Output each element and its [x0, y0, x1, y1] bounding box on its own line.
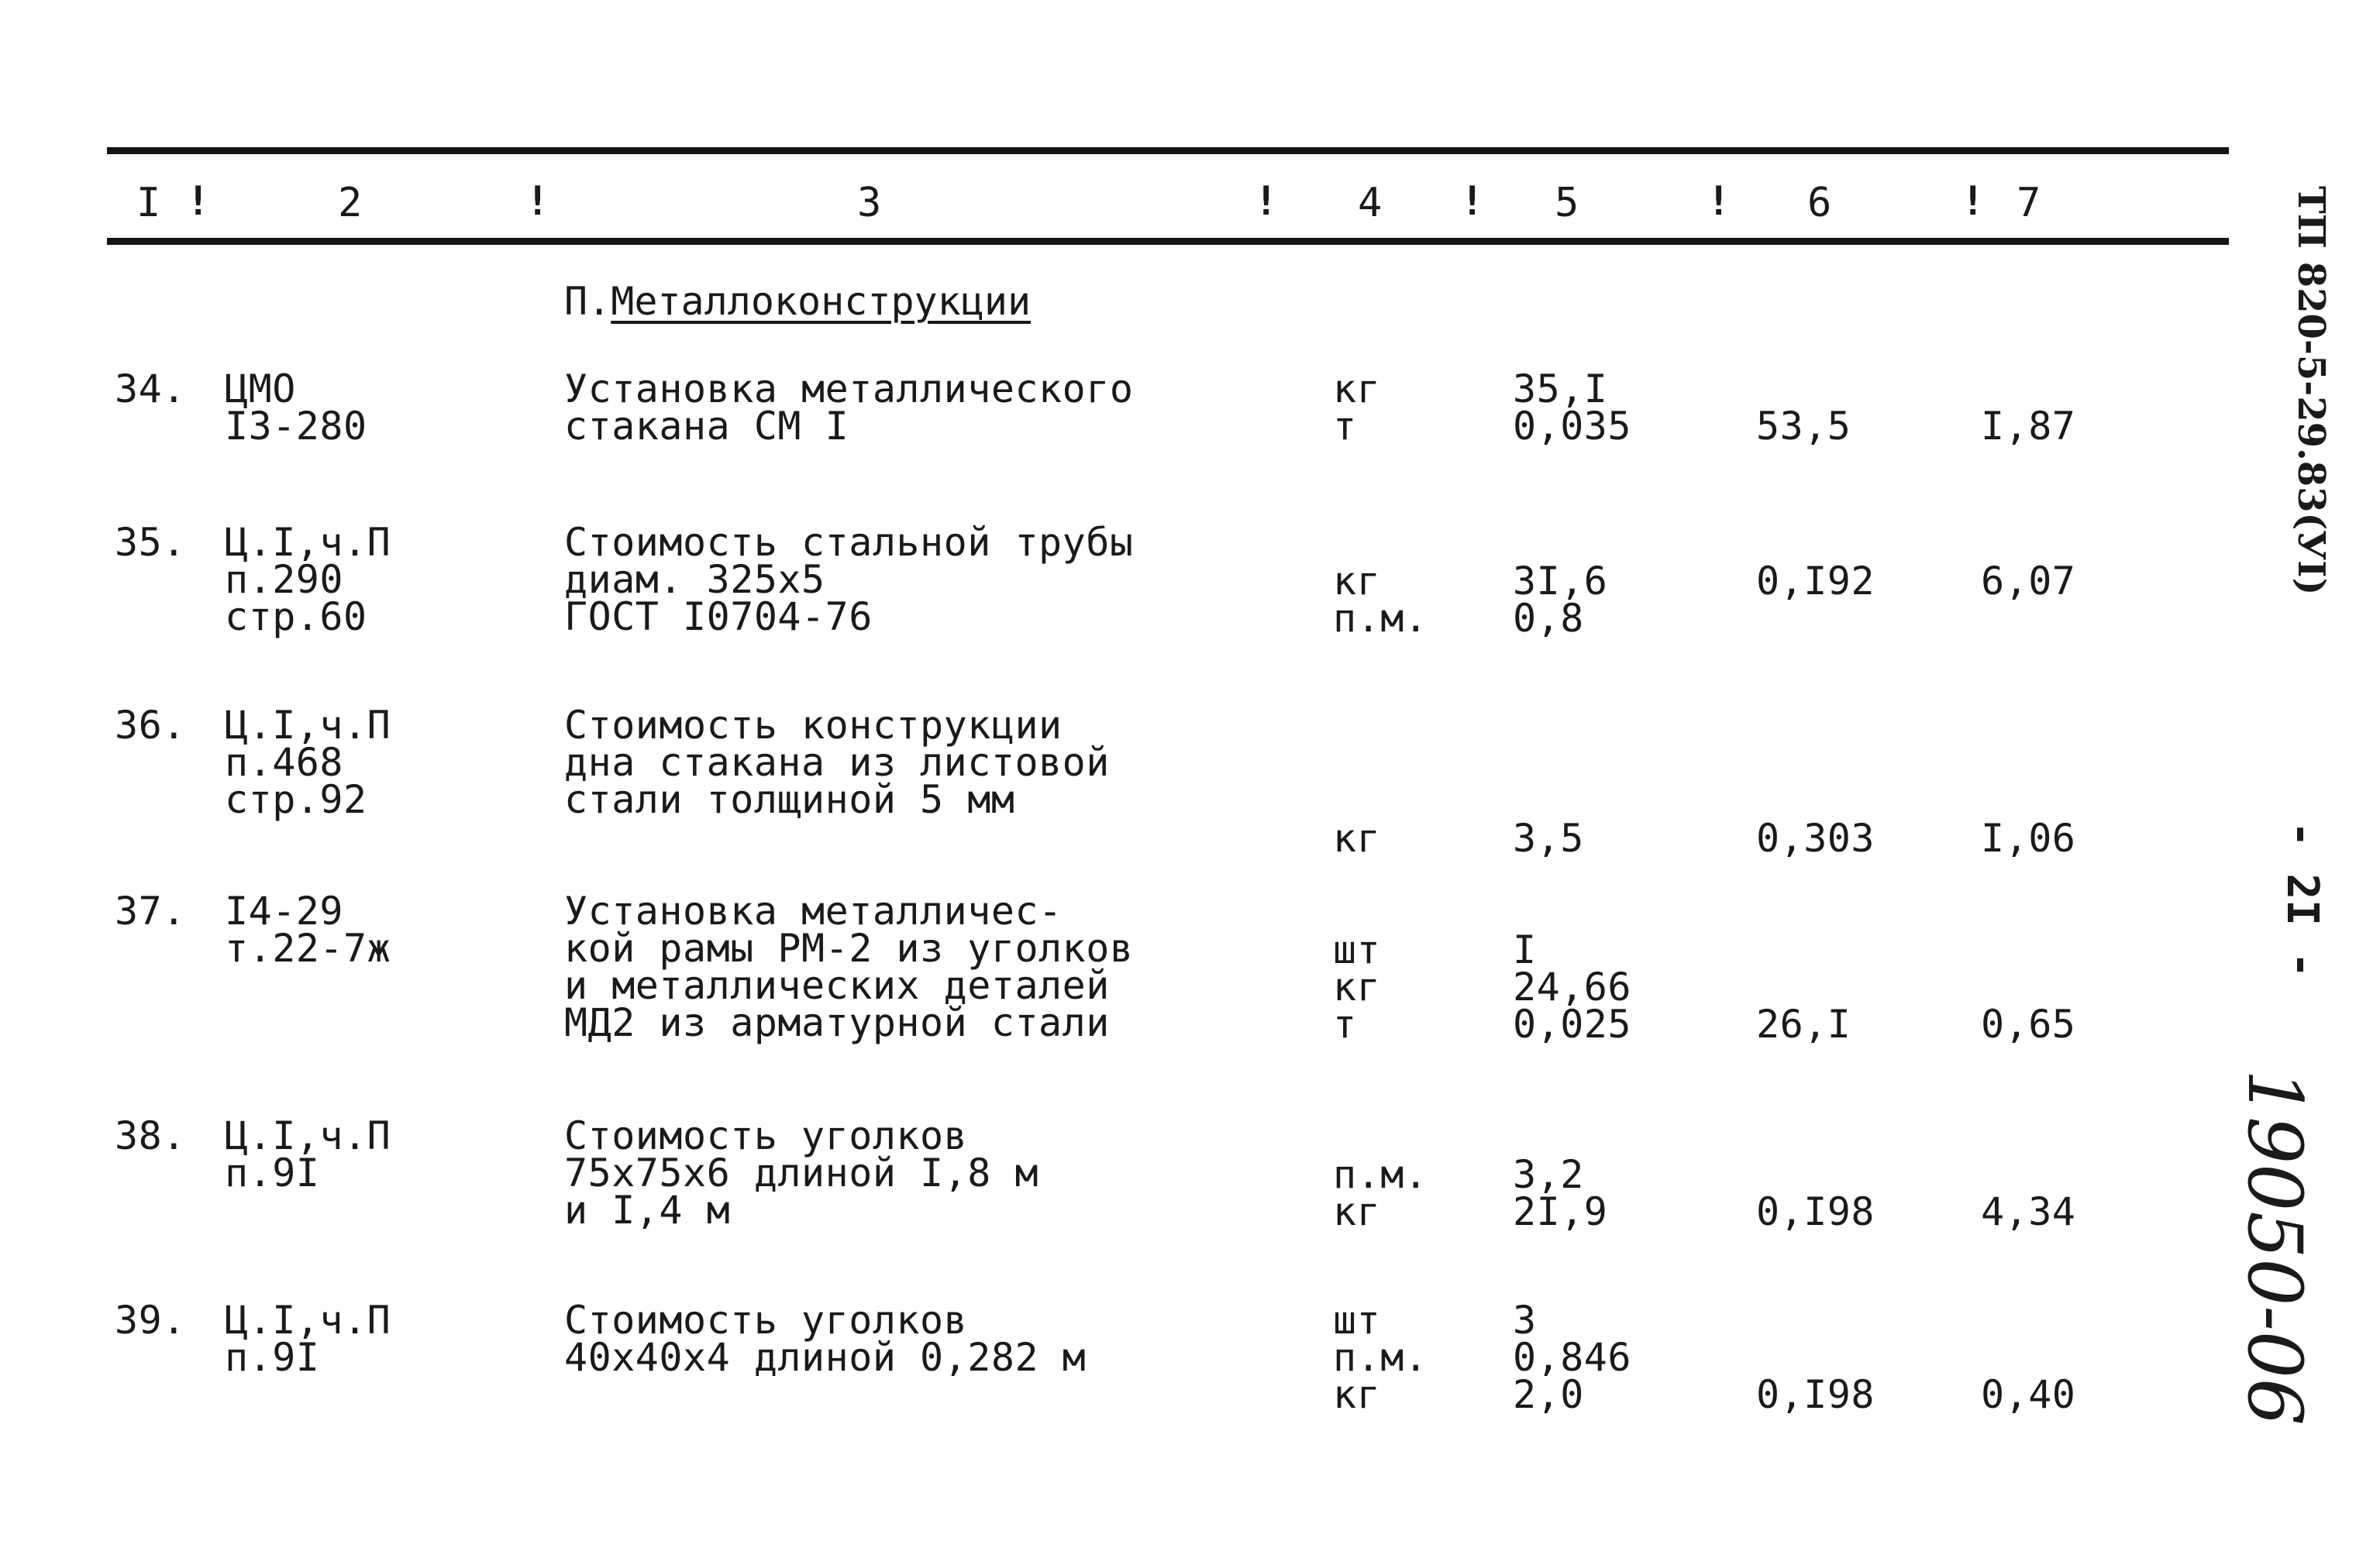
- row-unit: кг: [1333, 366, 1381, 411]
- row-unit: п.м.: [1333, 596, 1428, 641]
- row-quantity: 35,I: [1513, 366, 1608, 411]
- row-description: Стоимость уголков 40х40х4 длиной 0,282 м: [564, 1298, 1087, 1380]
- row-total: I,06: [1981, 816, 2076, 861]
- row-unit: кг: [1333, 1372, 1381, 1417]
- row-unit: шт: [1333, 1298, 1381, 1343]
- row-unit: т: [1333, 1002, 1357, 1047]
- row-number: 34.: [115, 366, 186, 411]
- row-number: 35.: [115, 520, 186, 565]
- row-reference-code: Ц.I,ч.П п.290 стр.60: [225, 520, 391, 639]
- row-total: I,87: [1981, 404, 2076, 449]
- row-description: Установка металличес- кой рамы РМ-2 из уголков и металлических деталей МД2 из арматурной стали: [564, 889, 1134, 1045]
- row-quantity: 3,2: [1513, 1152, 1584, 1197]
- row-unit: кг: [1333, 965, 1381, 1010]
- row-total: 4,34: [1981, 1189, 2076, 1234]
- row-description: Стоимость уголков 75х75х6 длиной I,8 м и I,4 м: [564, 1113, 1039, 1233]
- section-prefix: П.: [564, 279, 611, 324]
- row-quantity: 0,035: [1513, 404, 1632, 449]
- row-description: Стоимость стальной трубы диам. 325х5 ГОСТ I0704-76: [564, 520, 1134, 639]
- row-total: 0,40: [1981, 1372, 2076, 1417]
- document-code: ТП 820-5-29.83(УI): [2289, 186, 2333, 596]
- row-quantity: 3,5: [1513, 816, 1584, 861]
- row-unit-price: 0,I92: [1756, 559, 1875, 604]
- row-unit-price: 0,I98: [1756, 1372, 1875, 1417]
- row-unit: шт: [1333, 927, 1381, 972]
- page-number: - 2I -: [2277, 821, 2327, 979]
- row-quantity: 2I,9: [1513, 1189, 1608, 1234]
- row-number: 37.: [115, 889, 186, 934]
- column-header-7: 7: [2017, 180, 2041, 226]
- row-unit-price: 53,5: [1756, 404, 1851, 449]
- handwritten-number: 19050-06: [2231, 1069, 2318, 1426]
- column-header-4: 4: [1358, 180, 1383, 226]
- row-unit: п.м.: [1333, 1335, 1428, 1380]
- header-rule: [107, 238, 2229, 245]
- row-quantity: I: [1513, 927, 1537, 972]
- row-unit: кг: [1333, 559, 1381, 604]
- column-separator: !: [186, 178, 211, 225]
- row-unit-price: 0,303: [1756, 816, 1875, 861]
- row-reference-code: I4-29 т.22-7ж: [225, 889, 391, 971]
- row-quantity: 3I,6: [1513, 559, 1608, 604]
- column-header-1: I: [136, 180, 161, 226]
- row-quantity: 3: [1513, 1298, 1537, 1343]
- row-unit-price: 0,I98: [1756, 1189, 1875, 1234]
- row-reference-code: Ц.I,ч.П п.9I: [225, 1113, 391, 1195]
- row-quantity: 0,025: [1513, 1002, 1632, 1047]
- row-number: 39.: [115, 1298, 186, 1343]
- row-number: 38.: [115, 1113, 186, 1158]
- column-header-6: 6: [1807, 180, 1832, 226]
- row-reference-code: Ц.I,ч.П п.9I: [225, 1298, 391, 1380]
- row-reference-code: ЦМО I3-280: [225, 366, 367, 449]
- row-total: 0,65: [1981, 1002, 2076, 1047]
- row-unit: кг: [1333, 816, 1381, 861]
- column-separator: !: [525, 178, 550, 225]
- column-header-2: 2: [338, 180, 363, 226]
- row-quantity: 0,846: [1513, 1335, 1632, 1380]
- column-separator: !: [1460, 178, 1485, 225]
- row-unit: п.м.: [1333, 1152, 1428, 1197]
- row-quantity: 2,0: [1513, 1372, 1584, 1417]
- row-total: 6,07: [1981, 559, 2076, 604]
- row-unit-price: 26,I: [1756, 1002, 1851, 1047]
- row-description: Стоимость конструкции дна стакана из листовой стали толщиной 5 мм: [564, 703, 1110, 822]
- column-separator: !: [1707, 178, 1731, 225]
- row-unit: т: [1333, 404, 1357, 449]
- row-unit: кг: [1333, 1189, 1381, 1234]
- row-quantity: 24,66: [1513, 965, 1632, 1010]
- column-separator: !: [1961, 178, 1986, 225]
- column-header-3: 3: [857, 180, 882, 226]
- column-header-5: 5: [1555, 180, 1579, 226]
- row-number: 36.: [115, 703, 186, 748]
- section-title: [564, 279, 1031, 324]
- column-separator: !: [1254, 178, 1279, 225]
- row-description: Установка металлического стакана СМ I: [564, 366, 1134, 449]
- row-reference-code: Ц.I,ч.П п.468 стр.92: [225, 703, 391, 822]
- row-quantity: 0,8: [1513, 596, 1584, 641]
- top-rule: [107, 147, 2229, 154]
- section-title-text: Металлоконструкции: [611, 279, 1032, 324]
